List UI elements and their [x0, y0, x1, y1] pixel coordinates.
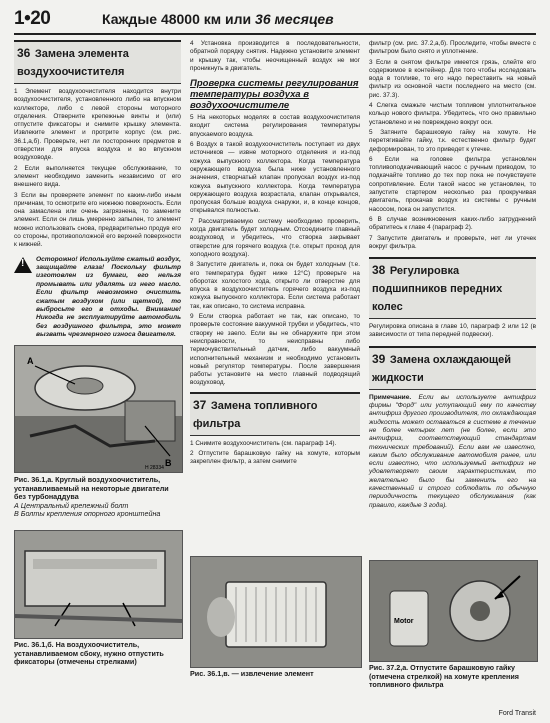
note-label: Примечание.: [369, 393, 412, 401]
figure-36-1c: [190, 556, 362, 668]
paragraph-37-6: 6 Если на головке фильтра установлен топливоподкачивающий насос с ручным приводом, то подкачайте топливо до тех пор пока не почувствуете сопротивление. Если такой насос не установлен, то запустите стартером несколько раз прокручивая двигатель, прокачав воздух из системы с ручным насосом, пока он запустится.: [369, 155, 536, 213]
paragraph-37-3: 3 Если в снятом фильтре имеется грязь, слейте его содержимое в контейнер. Для того чтобы исследовать вода в топливе, то его надо переставить на новый фильтр из основной части последнего на место (см. рис. 37.3).: [369, 58, 536, 99]
page-number: 1•20: [14, 8, 51, 29]
paragraph-2: 2 Если выполняется текущее обслуживание, то элемент необходимо заменить независимо от его внешнего вида.: [14, 164, 181, 189]
section-39-heading: [369, 346, 536, 390]
section-title: Замена элемента воздухоочистителя: [17, 48, 129, 78]
warning-text: Осторожно! Используйте сжатый воздух, защищайте глаза! Поскольку фильтр изготовлен из бумаги, его нельзя промывать или удалять из него масло. Если фильтр невозможно очистить сжатым воздухом (или щеткой), то выбросьте его в отходы. Внимание! Никогда не эксплуатируйте автомобиль без воздушного фильтра, это может вызвать чрезмерного износа двигателя.: [36, 255, 181, 339]
paragraph-6: 6 Воздух в такой воздухоочиститель поступает из двух источников — извне моторного отделения и из-под кожуха выпускного коллектора. Когда температура окружающего воздуха была ниже установленного значения, створчатый клапан пропускал воздух из-под кожуха выпускного коллектора. Когда температура окружающего воздуха возрастала, клапан открывался, пропуская больше воздуха снаружи, и, в конце концов, открывался полностью.: [190, 141, 360, 215]
section-number: 39: [372, 351, 386, 366]
paragraph-8: 8 Запустите двигатель и, пока он будет холодным (т.е. его температура будет ниже 12°С) проверьте на оборотах холостого хода, открыто ли отверстие для впуска в воздухоочиститель горячего воздуха из-под кожуха выпускного коллектора. Если система работает так, как описано, то система исправна.: [190, 261, 360, 310]
section-number: 38: [372, 263, 386, 278]
page-footer: Ford Transit: [498, 710, 536, 717]
paragraph-4: 4 Установка производится в последовательности, обратной порядку снятия. Надежно установите элемент и крышку так, чтобы неочищенный воздух не мог проникнуть в двигатель.: [190, 40, 360, 72]
legend-b: В Болты крепления опорного кронштейна: [14, 509, 161, 518]
paragraph-37-4: 4 Слегка смажьте чистым топливом уплотнительное кольцо нового фильтра. Убедитесь, что оно правильно установлено и не повреждено вокруг оси.: [369, 102, 536, 126]
paragraph-3: 3 Если вы проверяете элемент по каким-либо иным причинам, то осмотрите его нижнюю поверхность. Если она замаслена или очень загрязнена, то замените элемент. Если он лишь умеренно запылен, то элемент можно использовать снова, предварительно продув его со стороны, противоположной его верхней поверхности к нижней.: [14, 191, 181, 249]
subsection-title: Проверка системы регулирования температуры воздуха в воздухоочистителе: [190, 78, 359, 112]
paragraph-7: 7 Рассматриваемую систему необходимо проверить, когда двигатель будет холодным. Отсоедините главный воздуховод и убедитесь, что створка закрывает отверстие для горячего воздуха (т.е. открыт проход для холодного воздуха).: [190, 217, 360, 258]
section-title: Замена охлаждающей жидкости: [372, 353, 512, 384]
filter-photo: [191, 557, 361, 667]
figure-36-1b: [14, 530, 183, 639]
running-title-plain: Каждые 48000 км или: [102, 11, 252, 27]
figure-36-1a: [14, 345, 183, 473]
column-2: [190, 40, 360, 469]
caption-36-1b: Рис. 36.1,б. На воздухоочиститель, устанавливаемом сбоку, нужно отпустить фиксаторы (отмечены стрелками): [14, 640, 164, 666]
column-1: [14, 40, 181, 346]
figure-code: H 28334: [145, 465, 164, 471]
paragraph-37-7: 7 Запустите двигатель и проверьте, нет ли утечек вокруг фильтра.: [369, 234, 536, 250]
paragraph-37-2-cont: фильтр (см. рис. 37.2,а,б). Проследите, чтобы вместе с фильтром было снято и уплотнение.: [369, 40, 536, 56]
engine-photo-b: [15, 531, 182, 638]
section-36-heading: [14, 40, 181, 84]
warning-icon: [14, 257, 32, 273]
paragraph-5: 5 На некоторых моделях в состав воздухоочистителя входит система регулирования температуры впускаемого воздуха.: [190, 114, 360, 138]
section-title: Регулировка подшипников передних колес: [372, 265, 503, 314]
caption-text: Рис. 36.1,а. Круглый воздухоочиститель, устанавливаемый на некоторые двигатели без турбонаддува: [14, 475, 169, 501]
paragraph-37-2: 2 Отпустите барашковую гайку на хомуте, которым закреплен фильтр, а затем снимите: [190, 449, 360, 466]
caption-36-1a: [14, 476, 181, 519]
running-title: [102, 11, 334, 27]
column-3: [369, 40, 536, 510]
paragraph-9: 9 Если створка работает не так, как описано, то проверьте состояние вакуумной трубки и убедитесь, что створку не заело. Если вы не обнаружите при этом неисправности, то неисправны либо термочувствительный датчик, либо вакуумный исполнительный механизм и необходимо установить новый регулятор температуры. После завершения работы установите на место главный подводящий воздуховод.: [190, 313, 360, 387]
paragraph-1: 1 Элемент воздухоочистителя находится внутри воздухоочистителя, установленного либо на впускном коллекторе, либо с левой стороны моторного отделения. Отверните крепежные винты и (или) отпустите фиксаторы и снимите крышку элемента. Извлеките элемент и протрите корпус (см. рис. 36.1,а,б). Проверьте, нет ли посторонних предметов в отверстии для впуска воздуха и во впускном воздуховоде.: [14, 88, 181, 162]
fuel-filter-photo: [370, 561, 537, 661]
section-number: 36: [17, 46, 31, 60]
page-header: [14, 8, 536, 32]
section-title: Замена топливного фильтра: [193, 399, 318, 430]
paragraph-37-6b: 6 В случае возникновения каких-либо затруднений обратитесь к главе 4 (параграф 2).: [369, 215, 536, 232]
svg-text:Motor: Motor: [394, 618, 414, 625]
warning-box: [14, 256, 181, 340]
engine-photo-a: [15, 346, 182, 472]
legend-a: А Центральный крепежный болт: [14, 500, 129, 510]
paragraph-37-1: 1 Снимите воздухоочиститель (см. параграф 14).: [190, 439, 337, 447]
section-number: 37: [193, 397, 207, 412]
caption-37-2a: Рис. 37.2,а. Отпустите барашковую гайку (отмечена стрелкой) на хомуте крепления топливного фильтра: [369, 663, 519, 689]
paragraph-38: Регулировка описана в главе 10, параграф 2 или 12 (в зависимости от типа передней подвески).: [369, 323, 536, 339]
note-text: Если вы используете антифриз фирмы "Форд" или уступающий ему по качеству антифриз другого производителя, то охлаждающая жидкость может оставаться в системе в течение не более четырех лет (не более, если это антифриз, соответствующий стандартам технических требований). Если вам не известно, каким было обслуживание автомобиля ранее, или если известно, что используемый антифриз не удовлетворяет своим характеристикам, то желательно было бы заменить его на качественный и строго соблюдать по обычную периодичность текущего обслуживания (как правило, каждые 3 года).: [369, 393, 536, 509]
caption-36-1c: Рис. 36.1,в. — извлечение элемент: [190, 669, 314, 678]
svg-text:A: A: [27, 356, 34, 366]
svg-text:B: B: [165, 458, 172, 468]
paragraph-37-5: 5 Затяните барашковую гайку на хомуте. Не перетягивайте гайку, т.к. естественно фильтр будет деформирован, то это приведет к утечке.: [369, 128, 536, 153]
running-title-italic: 36 месяцев: [255, 11, 334, 27]
header-rule: [14, 33, 536, 35]
note-block: [369, 394, 536, 510]
section-38-heading: [369, 257, 536, 319]
section-37-heading: [190, 392, 360, 436]
figure-37-2a: [369, 560, 538, 662]
